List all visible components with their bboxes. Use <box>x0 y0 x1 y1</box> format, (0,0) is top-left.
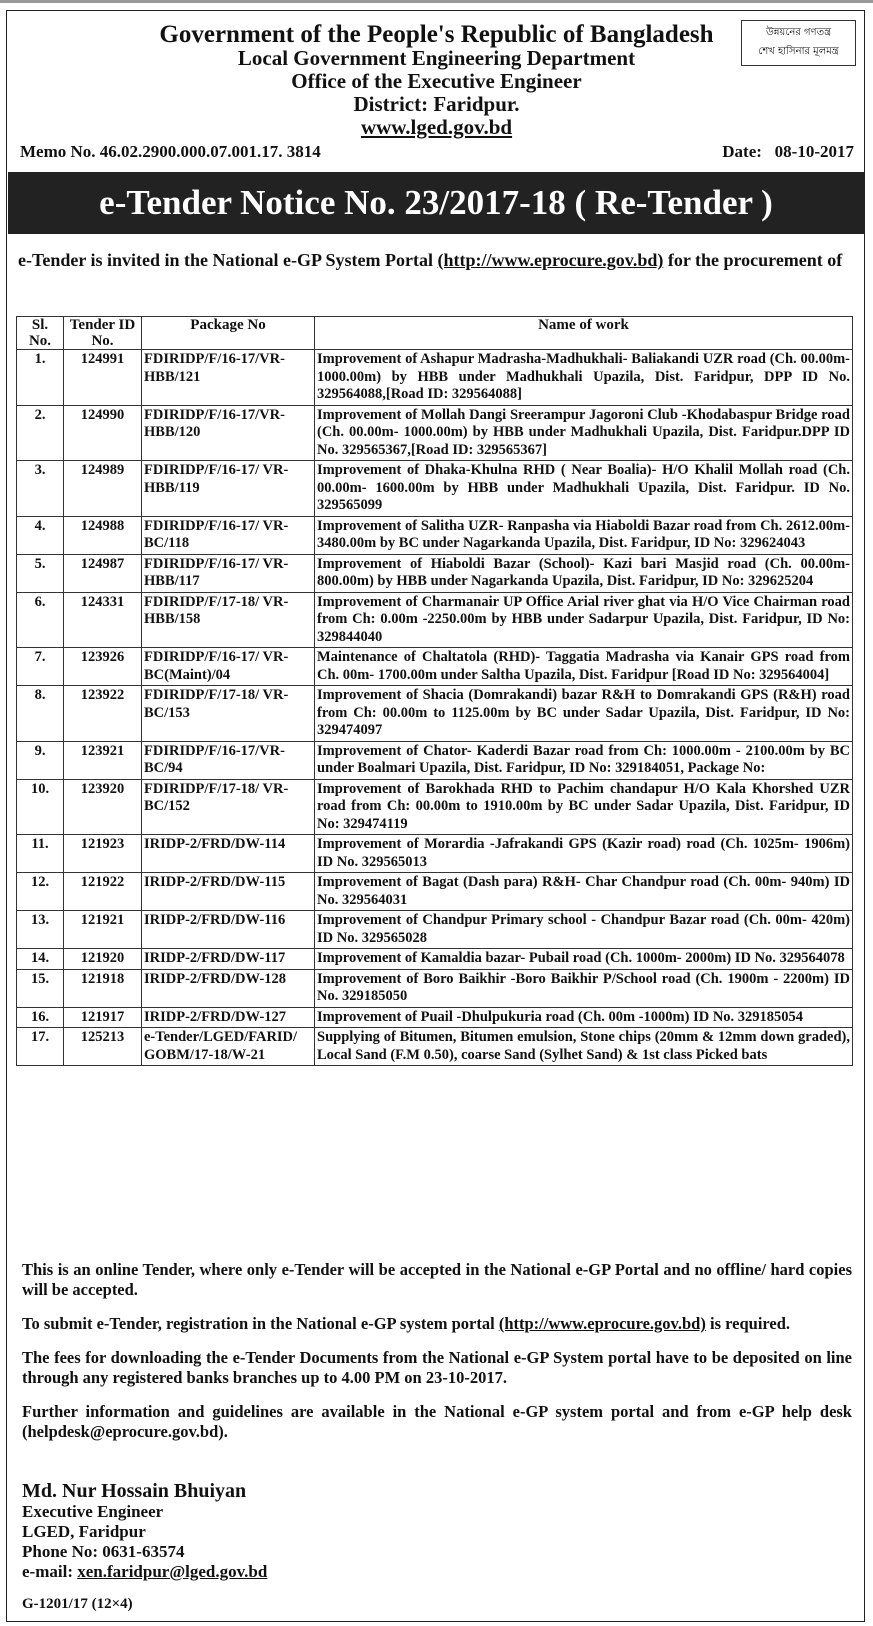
row-package-no: IRIDP-2/FRD/DW-127 <box>142 1007 315 1028</box>
table-row <box>17 741 853 779</box>
row-tender-id: 124987 <box>64 554 142 592</box>
col-header-sl: Sl. No. <box>17 317 64 350</box>
table-row <box>17 969 853 1007</box>
table-row <box>17 1007 853 1028</box>
table-row <box>17 949 853 970</box>
signatory-email-line <box>22 1562 267 1582</box>
table-row <box>17 779 853 835</box>
row-tender-id: 125213 <box>64 1028 142 1066</box>
website-link[interactable]: www.lged.gov.bd <box>360 115 513 139</box>
row-serial: 4. <box>17 516 64 554</box>
row-package-no: IRIDP-2/FRD/DW-116 <box>142 911 315 949</box>
row-tender-id: 124331 <box>64 592 142 648</box>
row-serial: 7. <box>17 648 64 686</box>
row-tender-id: 121918 <box>64 969 142 1007</box>
row-work-name: Improvement of Charmanair UP Office Arial river ghat via H/O Vice Chairman road from Ch: 0.00m -2250.00m by HBB under Sadarpur Upazila, Dist. Faridpur, ID No: 329844040 <box>315 592 853 648</box>
row-work-name: Improvement of Mollah Dangi Sreerampur Jagoroni Club -Khodabaspur Bridge road (Ch. 00.00m- 1000.00m) by HBB under Madhukhali Upazila, Dist. Faridpur.DPP ID No. 329565367,[Road ID: 329565367] <box>315 405 853 461</box>
intro-text: e-Tender is invited in the National e-GP System Portal <box>18 250 438 270</box>
row-package-no: FDIRIDP/F/16-17/ VR-BC(Maint)/04 <box>142 648 315 686</box>
helpdesk-note: Further information and guidelines are available in the National e-GP system portal and from e-GP help desk (helpdesk@eprocure.gov.bd). <box>22 1402 852 1441</box>
row-tender-id: 123920 <box>64 779 142 835</box>
col-header-package: Package No <box>142 317 315 350</box>
print-code: G-1201/17 (12×4) <box>22 1596 133 1612</box>
tender-table-body <box>17 350 853 1066</box>
table-row <box>17 873 853 911</box>
col-header-work: Name of work <box>315 317 853 350</box>
stamp-line-1: উন্নয়নের গণতন্ত্র <box>765 27 832 38</box>
eprocure-link[interactable]: (http://www.eprocure.gov.bd) <box>437 250 664 270</box>
email-label: e-mail: <box>22 1562 78 1581</box>
row-serial: 1. <box>17 350 64 406</box>
row-work-name: Supplying of Bitumen, Bitumen emulsion, Stone chips (20mm & 12mm down graded), Local Sand (F.M 0.50), coarse Sand (Sylhet Sand) & 1st class Picked bats <box>315 1028 853 1066</box>
signatory-phone: Phone No: 0631-63574 <box>22 1542 185 1561</box>
fees-note: The fees for downloading the e-Tender Documents from the National e-GP System portal have to be deposited on line through any registered banks branches up to 4.00 PM on 23-10-2017. <box>22 1348 852 1387</box>
col-header-tender-id: Tender ID No. <box>64 317 142 350</box>
row-tender-id: 121922 <box>64 873 142 911</box>
table-row <box>17 686 853 742</box>
table-row <box>17 516 853 554</box>
row-serial: 10. <box>17 779 64 835</box>
row-serial: 12. <box>17 873 64 911</box>
row-serial: 16. <box>17 1007 64 1028</box>
table-row <box>17 461 853 517</box>
row-package-no: FDIRIDP/F/16-17/ VR-HBB/117 <box>142 554 315 592</box>
table-row <box>17 350 853 406</box>
intro-paragraph <box>18 248 853 273</box>
row-package-no: FDIRIDP/F/16-17/VR-HBB/121 <box>142 350 315 406</box>
row-work-name: Improvement of Hiaboldi Bazar (School)- Kazi bari Masjid road (Ch. 00.00m- 800.00m) by HBB under Nagarkanda Upazila, Dist. Faridpur, ID No: 329625204 <box>315 554 853 592</box>
table-row <box>17 592 853 648</box>
signatory-title: Executive Engineer <box>22 1502 164 1521</box>
row-serial: 9. <box>17 741 64 779</box>
row-serial: 14. <box>17 949 64 970</box>
table-row <box>17 1028 853 1066</box>
eprocure-link-2[interactable]: (http://www.eprocure.gov.bd) <box>498 1314 706 1333</box>
row-tender-id: 121920 <box>64 949 142 970</box>
row-work-name: Improvement of Chator- Kaderdi Bazar road from Ch: 1000.00m - 2100.00m by BC under Boalmari Upazila, Dist. Faridpur, ID No: 329184051, Package No: <box>315 741 853 779</box>
row-work-name: Improvement of Barokhada RHD to Pachim chandapur H/O Kala Khorshed UZR road from Ch: 00.00m to 1910.00m by BC under Sadar Upazila, Dist. Faridpur, ID No: 329474119 <box>315 779 853 835</box>
registration-text-end: is required. <box>705 1314 791 1333</box>
row-package-no: IRIDP-2/FRD/DW-115 <box>142 873 315 911</box>
email-link[interactable]: xen.faridpur@lged.gov.bd <box>77 1562 268 1581</box>
row-work-name: Improvement of Chandpur Primary school - Chandpur Bazar road (Ch. 00m- 420m) ID No. 329565028 <box>315 911 853 949</box>
row-package-no: FDIRIDP/F/17-18/ VR-HBB/158 <box>142 592 315 648</box>
top-rule <box>0 0 873 3</box>
table-row <box>17 835 853 873</box>
row-tender-id: 121917 <box>64 1007 142 1028</box>
office-name: Office of the Executive Engineer <box>291 69 582 93</box>
row-package-no: FDIRIDP/F/17-18/ VR-BC/152 <box>142 779 315 835</box>
row-package-no: FDIRIDP/F/17-18/ VR-BC/153 <box>142 686 315 742</box>
row-tender-id: 124988 <box>64 516 142 554</box>
row-work-name: Improvement of Bagat (Dash para) R&H- Char Chandpur road (Ch. 00m- 940m) ID No. 329564031 <box>315 873 853 911</box>
row-tender-id: 124989 <box>64 461 142 517</box>
row-work-name: Improvement of Boro Baikhir -Boro Baikhir P/School road (Ch. 1900m - 2200m) ID No. 329185050 <box>315 969 853 1007</box>
signatory-name: Md. Nur Hossain Bhuiyan <box>22 1480 247 1502</box>
row-tender-id: 121921 <box>64 911 142 949</box>
row-serial: 6. <box>17 592 64 648</box>
notice-date <box>722 142 854 162</box>
row-work-name: Improvement of Ashapur Madrasha-Madhukhali- Baliakandi UZR road (Ch. 00.00m- 1000.00m) by HBB under Madhukhali Upazila, Dist. Faridpur, DPP ID No. 329564088,[Road ID: 329564088] <box>315 350 853 406</box>
online-tender-note: This is an online Tender, where only e-Tender will be accepted in the National e-GP Portal and no offline/ hard copies will be accepted. <box>22 1260 852 1299</box>
row-package-no: IRIDP-2/FRD/DW-128 <box>142 969 315 1007</box>
row-serial: 2. <box>17 405 64 461</box>
signature-block <box>22 1480 267 1582</box>
row-package-no: FDIRIDP/F/16-17/VR-BC/94 <box>142 741 315 779</box>
table-row <box>17 911 853 949</box>
table-row <box>17 405 853 461</box>
date-text: Date: 08-10-2017 <box>722 142 854 161</box>
row-package-no: FDIRIDP/F/16-17/VR-HBB/120 <box>142 405 315 461</box>
row-package-no: IRIDP-2/FRD/DW-114 <box>142 835 315 873</box>
website-link-wrap <box>0 115 873 139</box>
row-serial: 17. <box>17 1028 64 1066</box>
row-work-name: Improvement of Morardia -Jafrakandi GPS (Kazir road) road (Ch. 1025m- 1906m) ID No. 329565013 <box>315 835 853 873</box>
department-name: Local Government Engineering Department <box>237 46 636 70</box>
row-tender-id: 124990 <box>64 405 142 461</box>
memo-number: Memo No. 46.02.2900.000.07.001.17. 3814 <box>20 142 321 161</box>
row-serial: 15. <box>17 969 64 1007</box>
table-row <box>17 554 853 592</box>
row-tender-id: 121923 <box>64 835 142 873</box>
row-package-no: FDIRIDP/F/16-17/ VR-HBB/119 <box>142 461 315 517</box>
row-package-no: IRIDP-2/FRD/DW-117 <box>142 949 315 970</box>
intro-text-end: for the procurement of <box>663 250 843 270</box>
row-tender-id: 123922 <box>64 686 142 742</box>
row-tender-id: 124991 <box>64 350 142 406</box>
row-package-no: FDIRIDP/F/16-17/ VR-BC/118 <box>142 516 315 554</box>
slogan-stamp <box>741 20 856 66</box>
row-serial: 3. <box>17 461 64 517</box>
government-title: Government of the People's Republic of Bangladesh <box>159 21 714 48</box>
tender-table <box>16 316 853 1066</box>
table-header-row <box>17 317 853 350</box>
notice-title-banner: e-Tender Notice No. 23/2017-18 ( Re-Tender ) <box>8 172 864 234</box>
row-package-no: e-Tender/LGED/FARID/ GOBM/17-18/W-21 <box>142 1028 315 1066</box>
row-work-name: Improvement of Shacia (Domrakandi) bazar R&H to Domrakandi GPS (R&H) road from Ch: 00.00m to 1125.00m by BC under Sadar Upazila, Dist. Faridpur, ID No: 329474097 <box>315 686 853 742</box>
district-name: District: Faridpur. <box>353 92 520 116</box>
row-tender-id: 123926 <box>64 648 142 686</box>
row-work-name: Improvement of Kamaldia bazar- Pubail road (Ch. 1000m- 2000m) ID No. 329564078 <box>315 949 853 970</box>
row-serial: 5. <box>17 554 64 592</box>
terms-section <box>22 1260 852 1456</box>
row-tender-id: 123921 <box>64 741 142 779</box>
row-work-name: Improvement of Salitha UZR- Ranpasha via Hiaboldi Bazar road from Ch. 2612.00m- 3480.00m by BC under Nagarkanda Upazila, Dist. Faridpur, ID No: 329624043 <box>315 516 853 554</box>
row-work-name: Maintenance of Chaltatola (RHD)- Taggatia Madrasha via Kanair GPS road from Ch. 00m- 1700.00m under Saltha Upazila, Dist. Faridpur [Road ID No: 329564004] <box>315 648 853 686</box>
row-work-name: Improvement of Dhaka-Khulna RHD ( Near Boalia)- H/O Khalil Mollah road (Ch. 00.00m- 1600.00m by HBB under Madhukhali Upazila, Dist. Faridpur. ID No. 329565099 <box>315 461 853 517</box>
signatory-office: LGED, Faridpur <box>22 1522 146 1541</box>
registration-text: To submit e-Tender, registration in the National e-GP system portal <box>22 1314 499 1333</box>
row-serial: 8. <box>17 686 64 742</box>
registration-note <box>22 1314 852 1334</box>
row-serial: 13. <box>17 911 64 949</box>
stamp-line-2: শেখ হাসিনার মূলমন্ত্র <box>758 46 839 57</box>
row-work-name: Improvement of Puail -Dhulpukuria road (Ch. 00m -1000m) ID No. 329185054 <box>315 1007 853 1028</box>
row-serial: 11. <box>17 835 64 873</box>
table-row <box>17 648 853 686</box>
